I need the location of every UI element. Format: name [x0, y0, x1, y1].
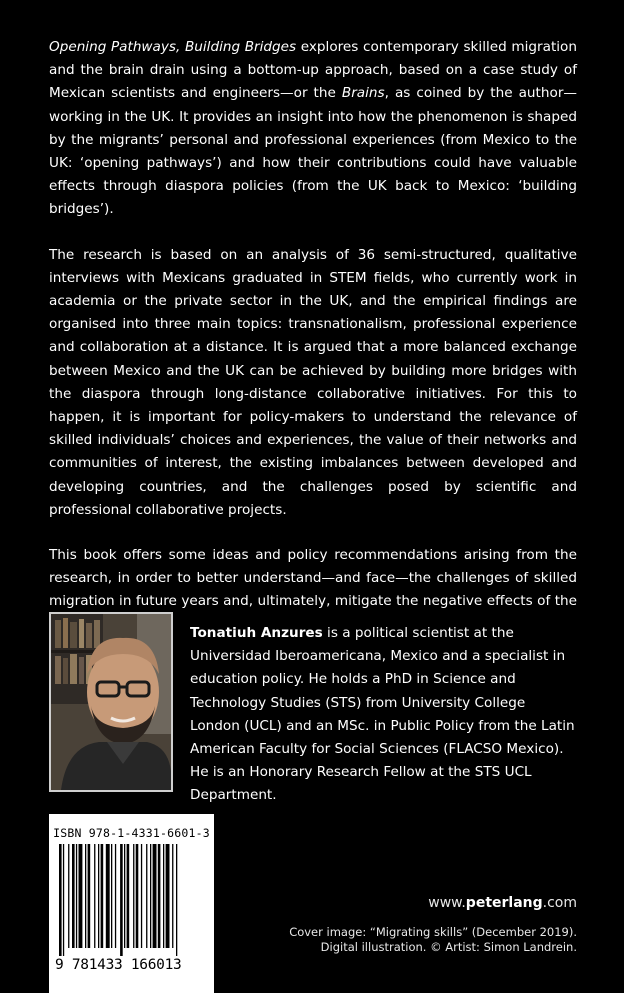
cover-image-credit	[277, 925, 577, 955]
author-photo	[49, 612, 173, 792]
publisher-website[interactable]: www.peterlang.com	[428, 895, 577, 911]
blurb-paragraph-2: The research is based on an analysis of 36 semi-structured, qualitative interviews with Mexicans graduated in STEM fields, who currently work in academia or the private sector in the UK, and the empirical findings are organised into three main topics: transnationalism, professional experience and collaboration at a distance. It is argued that a more balanced exchange between Mexico and the UK can be achieved by building more bridges with the diaspora through long-distance collaborative initiatives. For this to happen, it is important for policy-makers to understand the relevance of skilled individuals’ choices and experiences, the value of their networks and communities of interest, the existing imbalances between developed and developing countries, and the challenges posed by scientific and professional collaborative projects.	[49, 246, 577, 518]
isbn-barcode-block	[49, 814, 214, 993]
blurb-paragraph-1: Opening Pathways, Building Bridges explores contemporary skilled migration and the brain drain using a bottom-up approach, based on a case study of Mexican scientists and engineers—or the Brains, as coined by the author—working in the UK. It provides an insight into how the phenomenon is shaped by the migrants’ personal and professional experiences (from Mexico to the UK: ‘opening pathways’) and how their contributions could have valuable effects through diaspora policies (from the UK back to Mexico: ‘building bridges’).	[49, 39, 577, 218]
credit-line-1: Cover image: “Migrating skills” (December 2019).	[289, 925, 577, 939]
author-name: Tonatiuh Anzures	[190, 625, 323, 641]
isbn-label: ISBN 978-1-4331-6601-3	[53, 826, 210, 840]
book-title-italic: Opening Pathways, Building Bridges	[49, 39, 297, 55]
author-bio: Tonatiuh Anzures is a political scientist at the Universidad Iberoamericana, Mexico and a specialist in education policy. He holds a PhD in Science and Technology Studies (STS) from University College London (UCL) and an MSc. in Public Policy from the Latin American Faculty for Social Sciences (FLACSO Mexico). He is an Honorary Research Fellow at the STS UCL Department.	[190, 625, 575, 804]
blurb-paragraph-3: This book offers some ideas and policy recommendations arising from the research, in order to better understand—and face—the challenges of skilled migration in future years and, ultimately, mitigate the negative effects of the	[49, 547, 577, 610]
back-cover-blurb	[49, 36, 577, 637]
barcode-digits: 9 781433 166013	[55, 957, 182, 973]
credit-line-2: Digital illustration. © Artist: Simon Landrein.	[320, 940, 577, 954]
barcode-icon	[57, 844, 207, 956]
author-portrait-illustration	[51, 614, 171, 790]
